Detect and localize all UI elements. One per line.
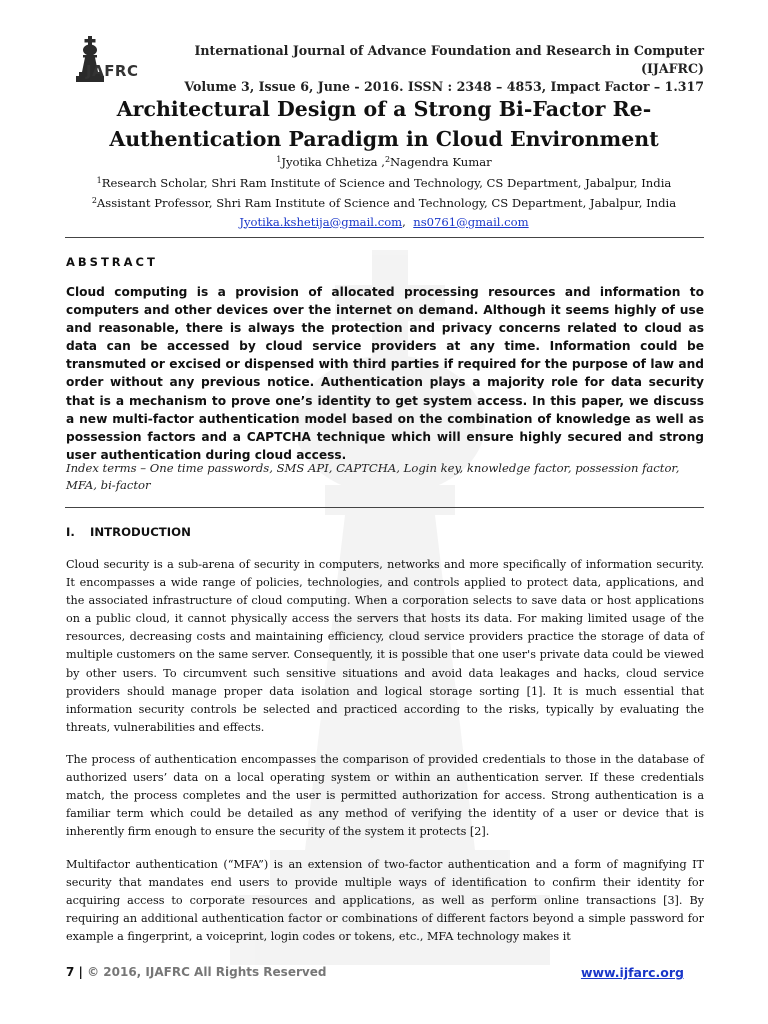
- body-paragraph: The process of authentication encompasses the comparison of provided credentials to those in the database of authorized users’ data on a local operating system or within an authentication server. If these credentials match, the process completes and the user is permitted authorization for access. Strong authentication is a familiar term which could be detailed as any method of verifying the identity of a user or device that is inherently firm enough to ensure the security of the system it protects [2].: [66, 753, 704, 839]
- author-superscript: 1: [276, 155, 282, 164]
- abstract-body: Cloud computing is a provision of allocated processing resources and information to computers and other devices over the internet on demand. Although it seems highly of use and reasonable, there is always the protection and privacy concerns related to cloud as data can be accessed by cloud service providers at any time. Information could be transmuted or excised or dispensed with third parties if required for the purpose of law and order without any previous notice. Authentication plays a majority role for data security that is a mechanism to prove one’s identity to get system access. In this paper, we discuss a new multi-factor authentication model based on the combination of knowledge as well as possession factors and a CAPTCHA technique which will ensure highly secured and strong user authentication during cloud access.: [66, 285, 704, 462]
- journal-volume: Volume 3, Issue 6, June - 2016. ISSN : 2348 – 4853, Impact Factor – 1.317: [184, 79, 704, 94]
- section-heading: [66, 525, 191, 539]
- journal-name: International Journal of Advance Foundation and Research in Computer (IJAFRC): [194, 43, 704, 76]
- copyright-text: © 2016, IJAFRC All Rights Reserved: [87, 965, 327, 979]
- author-superscript: 2: [384, 155, 391, 164]
- logo-text: JAFRC: [86, 62, 139, 80]
- affiliation-superscript: 2: [91, 196, 97, 205]
- journal-header: [150, 42, 704, 96]
- email-separator: ,: [402, 214, 414, 229]
- divider: [65, 237, 704, 238]
- author-emails: [60, 213, 708, 232]
- body-paragraph: Cloud security is a sub-arena of security in computers, networks and more specifically of information security. It encompasses a wide range of policies, technologies, and controls applied to protect data, applications, and the associated infrastructure of cloud computing. When a corporation selects to save data or host applications on a public cloud, it cannot physically access the servers that hosts its data. For making limited usage of the resources, decreasing costs and maintaining efficiency, cloud service providers practice the storage of data of multiple customers on the same server. Consequently, it is possible that one user's private data could be viewed by other users. To circumvent such sensitive situations and avoid data leakages and hacks, cloud service providers should manage proper data isolation and logical storage sorting [1]. It is much essential that information security controls be selected and practiced according to the risks, typically by evaluating the threats, vulnerabilities and effects.: [66, 558, 704, 734]
- email-link[interactable]: Jyotika.kshetija@gmail.com: [239, 214, 403, 229]
- divider: [65, 507, 704, 508]
- page-footer: [66, 965, 326, 979]
- body-paragraph: Multifactor authentication (“MFA”) is an extension of two-factor authentication and a form of magnifying IT security that mandates end users to provide multiple ways of identification to confirm their identity for acquiring access to corporate resources and applications, as well as perform online transactions [3]. By requiring an additional authentication factor or combinations of different factors beyond a simple password for example a fingerprint, a voiceprint, login codes or tokens, etc., MFA technology makes it: [66, 858, 704, 944]
- affiliation: [60, 192, 708, 213]
- section-number: I.: [66, 525, 75, 539]
- website-link[interactable]: www.ijfarc.org: [580, 965, 684, 980]
- affiliation: [60, 172, 708, 193]
- affiliation-text: Assistant Professor, Shri Ram Institute of Science and Technology, CS Department, Jabalpur, India: [96, 196, 677, 210]
- title-line: Architectural Design of a Strong Bi-Factor Re-: [116, 97, 652, 121]
- author-name: Nagendra Kumar: [390, 155, 492, 169]
- affiliation-text: Research Scholar, Shri Ram Institute of Science and Technology, CS Department, Jabalpur, India: [101, 175, 672, 190]
- email-link[interactable]: ns0761@gmail.com: [413, 214, 529, 229]
- abstract-heading: ABSTRACT: [66, 255, 158, 269]
- author-names: [60, 151, 708, 172]
- paper-title: [60, 94, 708, 154]
- author-name: Jyotika Chhetiza ,: [281, 155, 385, 169]
- index-terms: Index terms – One time passwords, SMS API, CAPTCHA, Login key, knowledge factor, possession factor, MFA, bi-factor: [66, 461, 680, 492]
- author-block: [60, 151, 708, 231]
- footer-separator: |: [74, 965, 88, 979]
- title-line: Authentication Paradigm in Cloud Environment: [109, 127, 659, 151]
- page-number: 7: [66, 965, 75, 979]
- affiliation-superscript: 1: [96, 175, 102, 185]
- journal-logo: [70, 36, 142, 94]
- section-title: INTRODUCTION: [90, 525, 191, 539]
